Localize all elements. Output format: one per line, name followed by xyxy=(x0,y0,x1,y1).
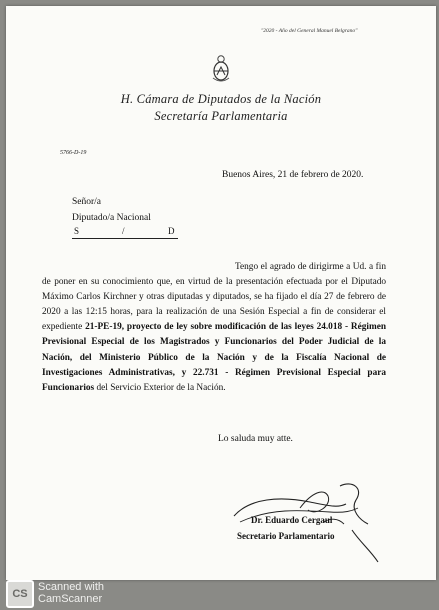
letter-body xyxy=(42,260,386,396)
institution-office: Secretaría Parlamentaria xyxy=(154,109,288,123)
national-seal-icon xyxy=(212,54,230,84)
institution-name: H. Cámara de Diputados de la Nación xyxy=(120,92,322,106)
document-page xyxy=(6,6,436,580)
signatory-title: Secretario Parlamentario xyxy=(237,531,335,541)
addressee-title: Diputado/a Nacional xyxy=(72,213,151,223)
closing-line: Lo saluda muy atte. xyxy=(218,434,293,444)
signatory-name: Dr. Eduardo Cergaul xyxy=(251,515,333,525)
place-and-date: Buenos Aires, 21 de febrero de 2020. xyxy=(222,170,364,180)
file-reference: 5766-D-19 xyxy=(60,150,87,156)
body-text-end: del Servicio Exterior de la Nación. xyxy=(94,382,226,393)
sd-d: D xyxy=(168,226,175,236)
camscanner-watermark xyxy=(38,581,104,605)
body-text-intro: Tengo el agrado de dirigirme a Ud. a fin de poner en su conocimiento que, en virtud de la presentación efectuada por el Diputado Máximo Carlos Kirchner y otras diputadas y diputados, se ha fijado el día 27 de febrero de 2020 a las 12:15 horas, para la realización de una Sesión Especial a fin de considerar el expediente xyxy=(42,262,386,333)
watermark-line2: CamScanner xyxy=(38,593,103,605)
sd-s: S xyxy=(74,226,80,236)
addressee-sd-line xyxy=(72,225,178,239)
sd-slash: / xyxy=(122,226,125,236)
year-motto: "2020 - Año del General Manuel Belgrano" xyxy=(261,28,358,34)
body-text-bill: 21-PE-19, proyecto de ley sobre modificación de las leyes 24.018 - Régimen Previsional Especial de los Magistrados y Funcionarios del Poder Judicial de la Nación, del Ministerio Público de la Nación y de la Fiscalía Nacional de Investigaciones Administrativas, y 22.731 - Régimen Previsional Especial para Funcionarios xyxy=(42,322,387,393)
watermark-line1: Scanned with xyxy=(38,581,105,593)
addressee-salutation: Señor/a xyxy=(72,197,102,207)
camscanner-logo: CS xyxy=(6,580,34,608)
